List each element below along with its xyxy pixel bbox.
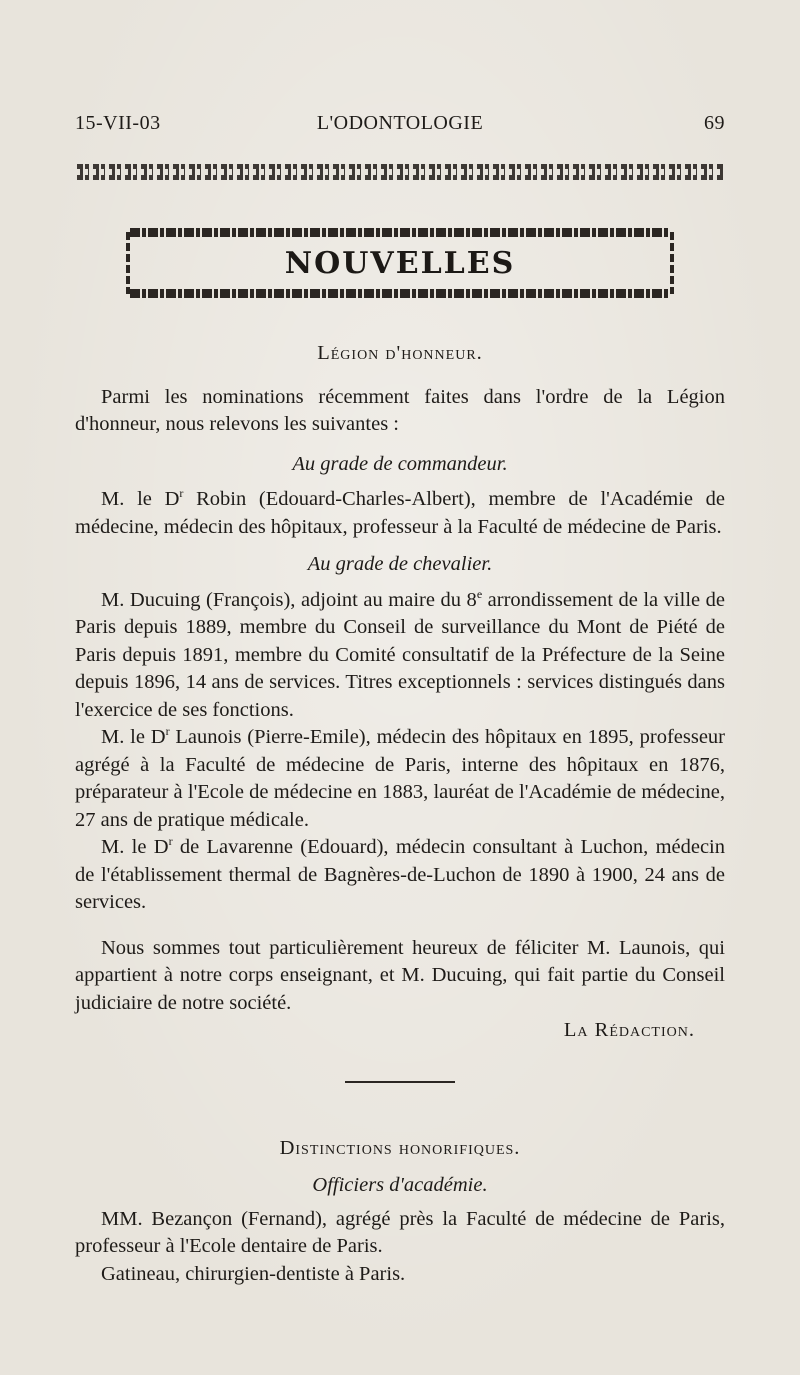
page-number: 69: [704, 112, 725, 134]
lavarenne-entry: [75, 834, 725, 917]
lavarenne-prefix: M. le D: [101, 836, 169, 858]
lavarenne-text: de Lavarenne (Edouard), médecin consultant à Luchon, médecin de l'établissement thermal de Bagnères-de-Luchon de 1890 à 1900, 24 ans de services.: [75, 836, 726, 913]
launois-entry: [75, 724, 725, 834]
running-header: [75, 112, 725, 140]
legion-intro: Parmi les nominations récemment faites dans l'ordre de la Légion d'honneur, nous relevons les suivantes :: [75, 385, 725, 435]
frame-border-top: [130, 228, 670, 237]
launois-prefix: M. le D: [101, 726, 166, 748]
ducuing-text: arrondissement de la ville de Paris depuis 1889, membre du Conseil de surveillance du Mont de Piété de Paris depuis 1891, membre du Comité consultatif de la Préfecture de la Seine depuis 1896, 14 ans de services. Titres exceptionnels : services distingués dans l'exercice de ses fonctions.: [75, 588, 726, 721]
ducuing-sup: e: [476, 586, 483, 601]
launois-text: Launois (Pierre-Emile), médecin des hôpitaux en 1895, professeur agrégé à la Faculté de médecine de Paris, interne des hôpitaux en 1876, préparateur à l'Ecole de médecine en 1883, lauréat de l'Académie de médecine, 27 ans de pratique médicale.: [75, 726, 725, 831]
closing-paragraph: Nous sommes tout particulièrement heureux de féliciter M. Launois, qui appartient à notre corps enseignant, et M. Ducuing, qui fait partie du Conseil judiciaire de notre société.: [75, 936, 725, 1014]
lavarenne-sup: r: [168, 834, 173, 849]
ducuing-entry: [75, 587, 725, 725]
officiers-heading: Officiers d'académie.: [312, 1174, 488, 1196]
robin-sup: r: [179, 486, 184, 501]
issue-date: 15-VII-03: [75, 112, 161, 134]
ducuing-prefix: M. Ducuing (François), adjoint au maire du 8: [101, 588, 477, 611]
journal-title: L'ODONTOLOGIE: [316, 112, 484, 134]
launois-sup: r: [165, 724, 170, 739]
signature: La Rédaction.: [563, 1019, 695, 1041]
grade-commandeur-heading: Au grade de commandeur.: [292, 452, 508, 475]
robin-entry: [75, 486, 725, 541]
gatineau-entry: Gatineau, chirurgien-dentiste à Paris.: [101, 1262, 406, 1285]
section-title: NOUVELLES: [284, 246, 516, 281]
bezancon-entry: MM. Bezançon (Fernand), agrégé près la Faculté de médecine de Paris, professeur à l'Ecole dentaire de Paris.: [75, 1207, 725, 1257]
article-body: [75, 340, 725, 1288]
distinctions-heading: Distinctions honorifiques.: [279, 1136, 521, 1159]
legion-heading: Légion d'honneur.: [317, 342, 483, 364]
robin-prefix: M. le D: [101, 488, 180, 510]
grade-chevalier-heading: Au grade de chevalier.: [307, 553, 493, 575]
frame-border-bottom: [130, 289, 670, 298]
section-title-frame: [120, 220, 680, 304]
ornamental-band: [77, 164, 723, 180]
robin-text: Robin (Edouard-Charles-Albert), membre de l'Académie de médecine, médecin des hôpitaux, professeur à la Faculté de médecine de Paris.: [75, 488, 726, 538]
